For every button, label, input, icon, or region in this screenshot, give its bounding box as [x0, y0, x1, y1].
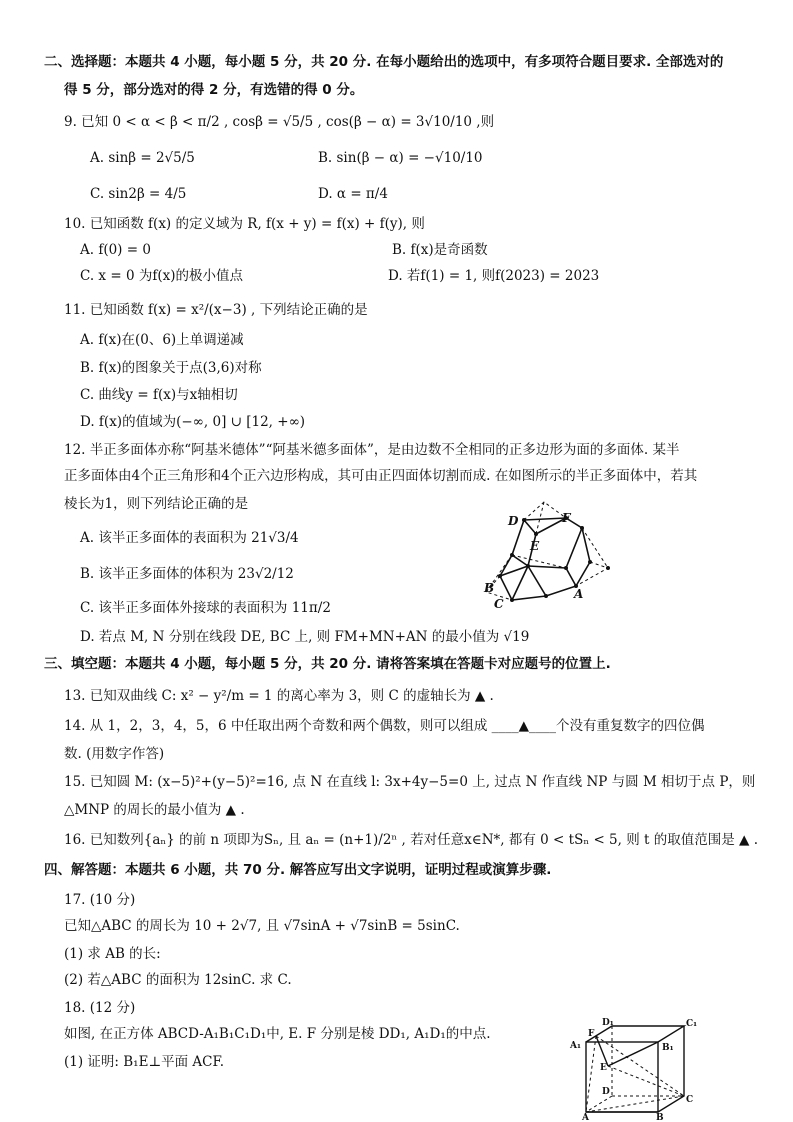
fig12-label-c: C [494, 597, 504, 611]
fig18-label-a: A [582, 1113, 589, 1120]
q9-option-b: B. sin(β − α) = −√10/10 [318, 150, 483, 166]
q18-heading: 18. (12 分) [64, 1000, 136, 1016]
section-4-heading: 四、解答题：本题共 6 小题，共 70 分. 解答应写出文字说明，证明过程或演算步骤. [44, 862, 552, 878]
fig18-label-e: E [600, 1063, 607, 1073]
fig18-label-f: F [588, 1029, 595, 1039]
fig12-label-f: F [562, 511, 571, 525]
fig12-label-e: E [530, 539, 540, 553]
q18-line-2: (1) 证明: B₁E⊥平面 ACF. [64, 1054, 225, 1070]
fig18-label-b1: B₁ [662, 1043, 674, 1053]
q12-option-d: D. 若点 M, N 分别在线段 DE, BC 上, 则 FM+MN+AN 的最小值为 √19 [80, 629, 530, 645]
q9-option-c: C. sin2β = 4/5 [90, 186, 187, 202]
q11-option-b: B. f(x)的图象关于点(3,6)对称 [80, 360, 262, 376]
q14-line-1: 14. 从 1，2，3，4，5，6 中任取出两个奇数和两个偶数，则可以组成 ____▲____个没有重复数字的四位偶 [64, 718, 705, 734]
fig12-label-b: B [484, 581, 495, 595]
q17-heading: 17. (10 分) [64, 892, 136, 908]
q10-option-d: D. 若f(1) = 1, 则f(2023) = 2023 [388, 268, 600, 284]
cube-figure [566, 1016, 700, 1120]
q15-line-1: 15. 已知圆 M: (x−5)²+(y−5)²=16, 点 N 在直线 l: 3x+4y−5=0 上, 过点 N 作直线 NP 与圆 M 相切于点 P，则 [64, 774, 756, 790]
q10-option-c: C. x = 0 为f(x)的极小值点 [80, 268, 243, 284]
q17-line-1: 已知△ABC 的周长为 10 + 2√7, 且 √7sinA + √7sinB = 5sinC. [64, 918, 460, 934]
fig18-label-c: C [686, 1095, 694, 1105]
fig18-label-b: B [656, 1113, 664, 1120]
q11-option-c: C. 曲线y = f(x)与x轴相切 [80, 387, 238, 403]
q11-stem: 11. 已知函数 f(x) = x²/(x−3) , 下列结论正确的是 [64, 302, 368, 318]
fig18-label-c1: C₁ [686, 1019, 698, 1029]
q9-option-d: D. α = π/4 [318, 186, 388, 202]
fig18-label-d: D [602, 1087, 610, 1097]
fig18-label-a1: A₁ [570, 1041, 581, 1051]
section-3-heading: 三、填空题：本题共 4 小题，每小题 5 分，共 20 分. 请将答案填在答题卡对应题号的位置上. [44, 656, 611, 672]
q18-line-1: 如图, 在正方体 ABCD-A₁B₁C₁D₁中, E. F 分别是棱 DD₁, A₁D₁的中点. [64, 1026, 491, 1042]
q12-option-b: B. 该半正多面体的体积为 23√2/12 [80, 566, 294, 582]
q17-line-2: (1) 求 AB 的长: [64, 946, 161, 962]
q12-line-2: 正多面体由4个正三角形和4个正六边形构成，其可由正四面体切割而成. 在如图所示的半正多面体中，若其 [64, 468, 698, 484]
q12-option-c: C. 该半正多面体外接球的表面积为 11π/2 [80, 600, 331, 616]
q10-option-a: A. f(0) = 0 [80, 242, 151, 258]
q16-text: 16. 已知数列{aₙ} 的前 n 项即为Sₙ, 且 aₙ = (n+1)/2ⁿ , 若对任意x∈N*, 都有 0 < tSₙ < 5, 则 t 的取值范围是 ▲ . [64, 832, 758, 848]
fig12-label-a: A [574, 587, 584, 601]
fig12-label-d: D [508, 514, 519, 528]
q9-option-a: A. sinβ = 2√5/5 [90, 150, 195, 166]
q17-line-3: (2) 若△ABC 的面积为 12sinC. 求 C. [64, 972, 292, 988]
q11-option-d: D. f(x)的值域为(−∞, 0] ∪ [12, +∞) [80, 414, 306, 430]
q10-stem: 10. 已知函数 f(x) 的定义域为 R, f(x + y) = f(x) + f(y), 则 [64, 216, 425, 232]
q12-option-a: A. 该半正多面体的表面积为 21√3/4 [80, 530, 299, 546]
section-2-heading-line-2: 得 5 分，部分选对的得 2 分，有选错的得 0 分。 [64, 82, 364, 98]
fig18-label-d1: D₁ [602, 1018, 614, 1028]
q11-option-a: A. f(x)在(0、6)上单调递减 [80, 332, 244, 348]
polyhedron-figure [478, 500, 618, 620]
q10-option-b: B. f(x)是奇函数 [392, 242, 488, 258]
section-2-heading-line-1: 二、选择题：本题共 4 小题，每小题 5 分，共 20 分. 在每小题给出的选项中，有多项符合题目要求. 全部选对的 [44, 54, 724, 70]
q14-line-2: 数. (用数字作答) [64, 746, 165, 762]
q15-line-2: △MNP 的周长的最小值为 ▲ . [64, 802, 245, 818]
q9-stem: 9. 已知 0 < α < β < π/2 , cosβ = √5/5 , cos(β − α) = 3√10/10 ,则 [64, 114, 495, 130]
q12-line-3: 棱长为1，则下列结论正确的是 [64, 496, 249, 512]
q13-text: 13. 已知双曲线 C: x² − y²/m = 1 的离心率为 3，则 C 的虚轴长为 ▲ . [64, 688, 494, 704]
q12-line-1: 12. 半正多面体亦称“阿基米德体”“阿基米德多面体”，是由边数不全相同的正多边形为面的多面体. 某半 [64, 442, 680, 458]
